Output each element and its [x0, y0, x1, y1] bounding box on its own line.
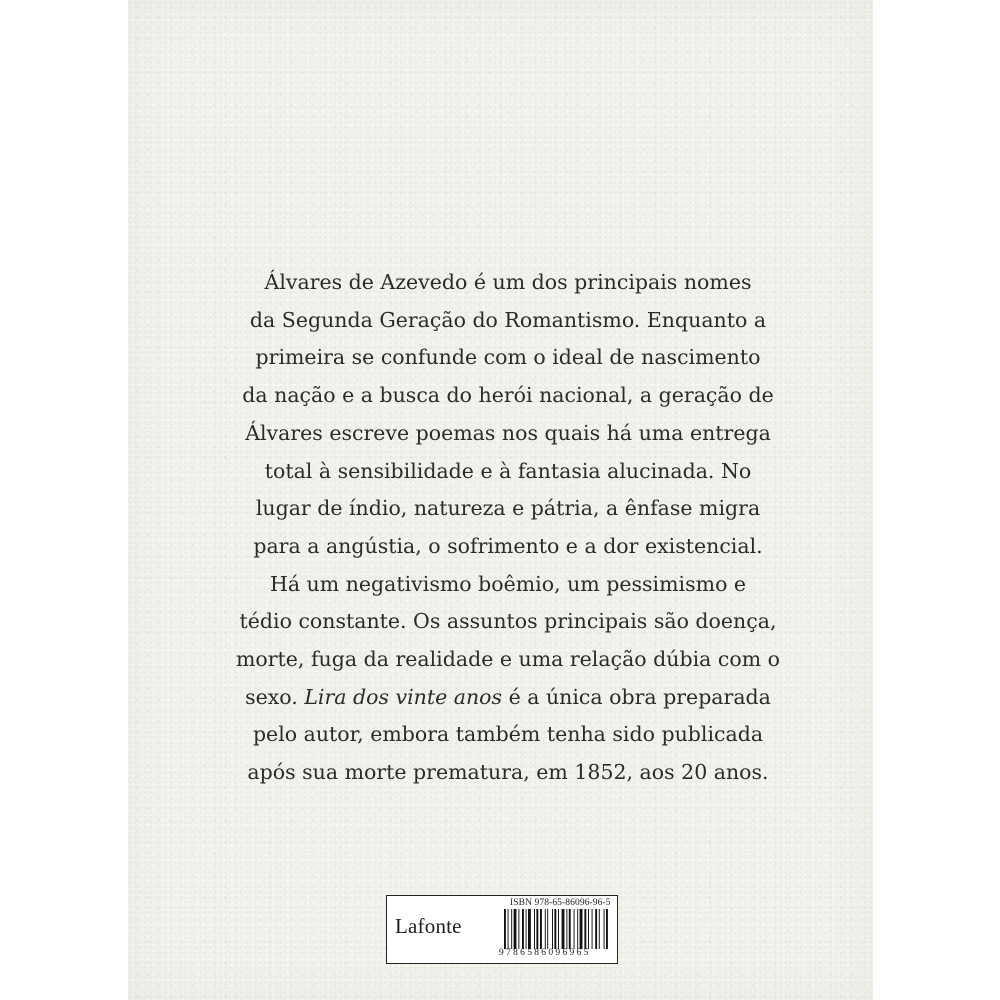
barcode-bar — [569, 909, 571, 949]
barcode-bar — [504, 909, 506, 949]
barcode-bar — [526, 909, 527, 949]
barcode-bar — [599, 909, 600, 949]
barcode-bar — [562, 909, 565, 949]
barcode-bar — [574, 909, 575, 949]
barcode-bar — [547, 909, 548, 949]
barcode-bar — [558, 909, 559, 949]
barcode-bar — [536, 909, 538, 949]
blurb-line: Há um negativismo boêmio, um pessimismo e — [269, 571, 747, 596]
blurb-line: morte, fuga da realidade e uma relação dúbia com o — [235, 647, 781, 672]
blurb-line: Álvares de Azevedo é um dos principais nomes — [264, 270, 752, 294]
isbn-label: ISBN 978-65-86096-96-5 — [510, 898, 611, 908]
barcode-bar — [595, 909, 597, 949]
barcode-bar — [584, 909, 586, 949]
barcode-bar — [577, 909, 578, 949]
blurb-line: primeira se confunde com o ideal de nascimento — [255, 345, 761, 370]
barcode-box — [386, 895, 618, 964]
barcode-bar — [606, 909, 608, 949]
barcode-bar — [580, 909, 583, 949]
blurb-line: pelo autor, embora também tenha sido publicada — [252, 722, 764, 747]
barcode-bar — [592, 909, 593, 949]
blurb-line-prefix: sexo. — [245, 684, 305, 709]
barcode-bar — [518, 909, 519, 949]
blurb-line-with-title — [208, 679, 808, 717]
blurb-line: lugar de índio, natureza e pátria, a ênfase migra — [255, 496, 761, 521]
blurb-line: Álvares escreve poemas nos quais há uma entrega — [245, 420, 771, 445]
publisher-logo: Lafonte — [395, 914, 462, 938]
blurb-line: total à sensibilidade e à fantasia alucinada. No — [264, 458, 752, 483]
blurb-text — [208, 264, 808, 792]
barcode-bar — [514, 909, 517, 949]
barcode-bar — [522, 909, 524, 949]
barcode-bar — [508, 909, 509, 949]
barcode-bar — [588, 909, 589, 949]
barcode-bar — [528, 909, 531, 949]
blurb-line: da Segunda Geração do Romantismo. Enquanto a — [249, 307, 767, 332]
blurb-line-suffix: é a única obra preparada — [502, 684, 771, 709]
barcode-bar — [552, 909, 553, 949]
barcode-bar — [566, 909, 567, 949]
barcode-bar — [534, 909, 535, 949]
blurb-line: após sua morte prematura, em 1852, aos 20 anos. — [247, 760, 769, 785]
blurb-line: da nação e a busca do herói nacional, a geração de — [242, 383, 774, 408]
barcode-bar — [511, 909, 512, 949]
barcode-digits: 9786586096965 — [499, 948, 591, 958]
book-title: Lira dos vinte anos — [304, 684, 503, 709]
barcode-bar — [540, 909, 542, 949]
barcode-icon — [503, 909, 615, 949]
barcode-bar — [554, 909, 556, 949]
barcode-bar — [604, 909, 605, 949]
blurb-line: para a angústia, o sofrimento e a dor existencial. — [253, 533, 763, 558]
blurb-line: tédio constante. Os assuntos principais são doença, — [239, 609, 777, 634]
barcode-bar — [545, 909, 546, 949]
